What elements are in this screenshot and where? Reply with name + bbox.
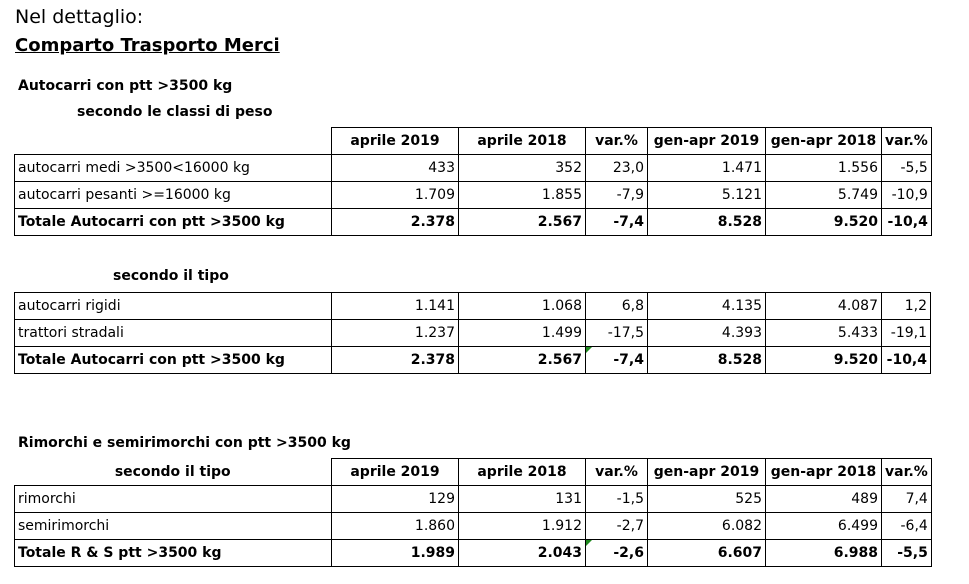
- cell-value: 6.082: [648, 513, 766, 540]
- cell-value: 1.068: [459, 293, 586, 320]
- cell-value: 9.520: [766, 347, 882, 374]
- column-header: gen-apr 2019: [648, 459, 766, 486]
- cell-value: 8.528: [648, 347, 766, 374]
- cell-value: -5,5: [882, 155, 932, 182]
- cell-value: 1.237: [332, 320, 459, 347]
- row-label: trattori stradali: [15, 320, 332, 347]
- cell-value: 1.709: [332, 182, 459, 209]
- table-row: [15, 513, 932, 540]
- column-header: var.%: [882, 459, 932, 486]
- cell-value: 433: [332, 155, 459, 182]
- row-label: autocarri rigidi: [15, 293, 332, 320]
- section1-title: Autocarri con ptt >3500 kg: [18, 78, 233, 94]
- column-header: gen-apr 2018: [766, 128, 882, 155]
- column-header: aprile 2018: [459, 128, 586, 155]
- cell-value: -10,4: [882, 209, 932, 236]
- header-blank: [15, 128, 332, 155]
- cell-value: 1.989: [332, 540, 459, 567]
- cell-value: 1.499: [459, 320, 586, 347]
- cell-value: 1.471: [648, 155, 766, 182]
- cell-value: 5.433: [766, 320, 882, 347]
- row-label: Totale R & S ptt >3500 kg: [15, 540, 332, 567]
- cell-value: 5.121: [648, 182, 766, 209]
- cell-value: 6.499: [766, 513, 882, 540]
- table-row: [15, 293, 931, 320]
- table-row: [15, 320, 931, 347]
- section2-title: Rimorchi e semirimorchi con ptt >3500 kg: [18, 435, 351, 451]
- cell-value: 525: [648, 486, 766, 513]
- cell-value: 352: [459, 155, 586, 182]
- cell-value: -6,4: [882, 513, 932, 540]
- section1-subtitle-weight: secondo le classi di peso: [77, 104, 273, 120]
- cell-value: -10,9: [882, 182, 932, 209]
- cell-value: 489: [766, 486, 882, 513]
- column-header: var.%: [586, 459, 648, 486]
- cell-value: -1,5: [586, 486, 648, 513]
- cell-value: 4.135: [648, 293, 766, 320]
- table-vehicle-type: [14, 292, 931, 374]
- cell-value: 1.912: [459, 513, 586, 540]
- cell-value: 2.378: [332, 347, 459, 374]
- column-header: aprile 2019: [332, 128, 459, 155]
- column-header: aprile 2018: [459, 459, 586, 486]
- table-row: [15, 486, 932, 513]
- cell-value: -10,4: [882, 347, 931, 374]
- cell-value: 7,4: [882, 486, 932, 513]
- total-row: [15, 209, 932, 236]
- cell-value: 2.378: [332, 209, 459, 236]
- row-label: rimorchi: [15, 486, 332, 513]
- cell-value: 2.043: [459, 540, 586, 567]
- row-label: autocarri medi >3500<16000 kg: [15, 155, 332, 182]
- cell-value: -7,4: [586, 347, 648, 374]
- table-row: [15, 155, 932, 182]
- column-header: var.%: [586, 128, 648, 155]
- column-header: aprile 2019: [332, 459, 459, 486]
- row-label: Totale Autocarri con ptt >3500 kg: [15, 347, 332, 374]
- cell-value: 8.528: [648, 209, 766, 236]
- section1-subtitle-type: secondo il tipo: [113, 268, 229, 284]
- section2-subtitle: secondo il tipo: [114, 463, 231, 480]
- total-row: [15, 347, 931, 374]
- cell-value: 6.607: [648, 540, 766, 567]
- cell-value: 1.141: [332, 293, 459, 320]
- cell-value: 131: [459, 486, 586, 513]
- cell-value: 2.567: [459, 347, 586, 374]
- cell-value: 6,8: [586, 293, 648, 320]
- row-label: autocarri pesanti >=16000 kg: [15, 182, 332, 209]
- table-row: [15, 182, 932, 209]
- cell-value: 6.988: [766, 540, 882, 567]
- cell-value: 1.556: [766, 155, 882, 182]
- cell-value: -7,4: [586, 209, 648, 236]
- cell-value: -19,1: [882, 320, 931, 347]
- cell-value: 5.749: [766, 182, 882, 209]
- cell-value: 1,2: [882, 293, 931, 320]
- heading-line1: Nel dettaglio:: [15, 6, 144, 28]
- cell-value: 129: [332, 486, 459, 513]
- cell-value: -2,6: [586, 540, 648, 567]
- column-header: gen-apr 2019: [648, 128, 766, 155]
- cell-value: 1.855: [459, 182, 586, 209]
- table-header-row: [15, 128, 932, 155]
- total-row: [15, 540, 932, 567]
- row-label: Totale Autocarri con ptt >3500 kg: [15, 209, 332, 236]
- row-label: semirimorchi: [15, 513, 332, 540]
- cell-value: 4.393: [648, 320, 766, 347]
- cell-value: -2,7: [586, 513, 648, 540]
- table-header-row: [15, 459, 932, 486]
- cell-value: 1.860: [332, 513, 459, 540]
- table-trailers: [14, 458, 932, 567]
- cell-value: -5,5: [882, 540, 932, 567]
- cell-value: 4.087: [766, 293, 882, 320]
- cell-value: 2.567: [459, 209, 586, 236]
- cell-value: 9.520: [766, 209, 882, 236]
- table-weight-classes: [14, 127, 932, 236]
- cell-value: 23,0: [586, 155, 648, 182]
- column-header: var.%: [882, 128, 932, 155]
- page-title: Comparto Trasporto Merci: [15, 35, 280, 56]
- cell-value: -17,5: [586, 320, 648, 347]
- column-header: gen-apr 2018: [766, 459, 882, 486]
- cell-value: -7,9: [586, 182, 648, 209]
